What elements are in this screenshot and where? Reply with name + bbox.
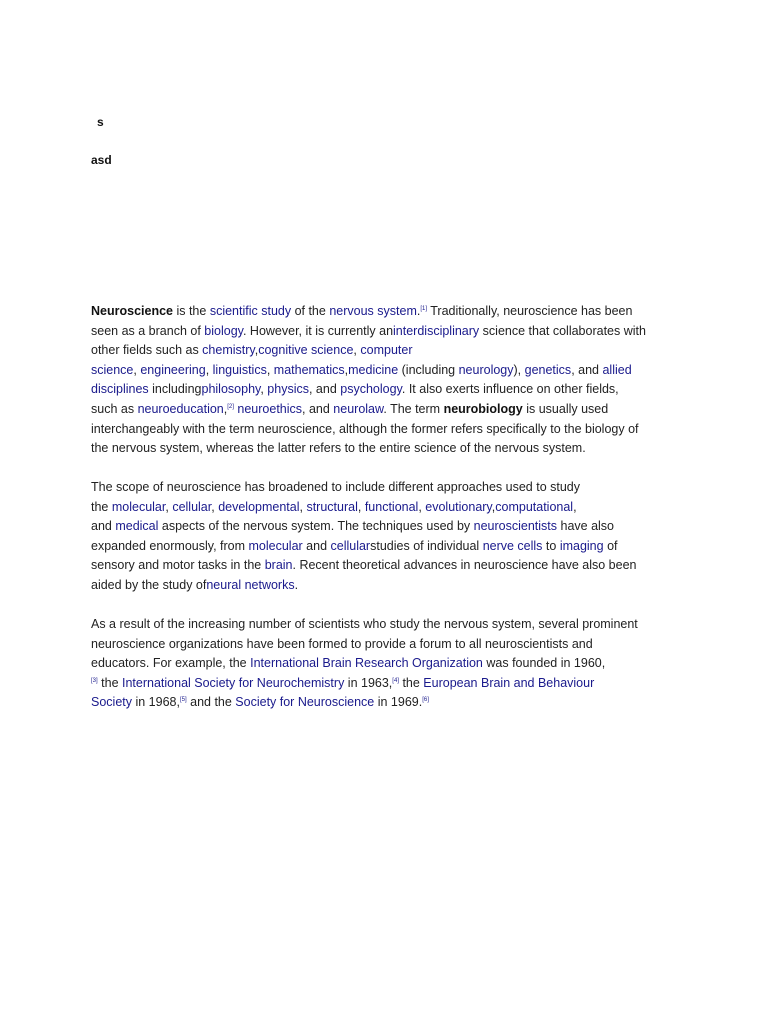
body-text: ,: [260, 382, 268, 397]
link-neurolaw[interactable]: neurolaw: [333, 401, 384, 416]
link-psychology[interactable]: psychology: [340, 382, 402, 397]
link-neural-networks[interactable]: neural networks: [206, 577, 295, 592]
body-text: ),: [513, 362, 525, 377]
text-line: [91, 400, 691, 420]
text-line: [91, 674, 691, 694]
body-text: aided by the study of: [91, 577, 207, 592]
body-text: . Recent theoretical advances in neuroscience have also been: [292, 558, 637, 573]
link-computer[interactable]: computer: [360, 343, 413, 358]
link-imaging[interactable]: imaging: [559, 538, 604, 553]
link-mathematics[interactable]: mathematics: [273, 362, 345, 377]
body-text: ,: [223, 401, 228, 416]
link-physics[interactable]: physics: [267, 382, 309, 397]
body-text: in 1963,: [344, 675, 393, 690]
body-text: expanded enormously, from: [91, 538, 249, 553]
body-text: , and: [302, 401, 334, 416]
link-neurology[interactable]: neurology: [458, 362, 514, 377]
body-text: .: [416, 304, 421, 318]
body-text: the: [91, 499, 112, 514]
body-text: ,: [205, 362, 213, 377]
text-line: [91, 341, 691, 361]
link-engineering[interactable]: engineering: [140, 362, 206, 377]
link-cellular[interactable]: cellular: [172, 499, 212, 514]
body-text: was founded in 1960,: [482, 656, 606, 671]
link-society[interactable]: Society: [91, 695, 132, 710]
body-text: other fields such as: [91, 343, 203, 358]
body-text: is the: [172, 304, 210, 318]
link-medicine[interactable]: medicine: [348, 362, 399, 377]
text-line: [91, 420, 691, 440]
link-medical[interactable]: medical: [115, 519, 159, 534]
link-linguistics[interactable]: linguistics: [212, 362, 267, 377]
link-neuroeducation[interactable]: neuroeducation: [137, 401, 224, 416]
heading-asd: asd: [91, 153, 112, 167]
text-line: [91, 556, 691, 576]
link-nerve-cells[interactable]: nerve cells: [482, 538, 543, 553]
heading-s: s: [97, 115, 104, 129]
body-text: ,: [254, 343, 259, 358]
text-line: [91, 439, 691, 459]
link-disciplines[interactable]: disciplines: [91, 382, 149, 397]
link-scientific-study[interactable]: scientific study: [209, 304, 292, 318]
body-text: . However, it is currently an: [242, 323, 394, 338]
body-text: including: [148, 382, 202, 397]
body-text: educators. For example, the: [91, 656, 251, 671]
link-cellular[interactable]: cellular: [330, 538, 371, 553]
body-text: ,: [299, 499, 307, 514]
text-line: [91, 361, 691, 381]
body-text: Traditionally, neuroscience has been: [427, 304, 633, 318]
body-text: neuroscience organizations have been formed to provide a forum to all neuroscientists and: [91, 636, 593, 651]
text-line: [91, 302, 691, 322]
body-text: and the: [186, 695, 236, 710]
link-brain[interactable]: brain: [264, 558, 293, 573]
link-philosophy[interactable]: philosophy: [201, 382, 261, 397]
body-text: ,: [133, 362, 141, 377]
body-text: ,: [353, 343, 361, 358]
body-text: , and: [571, 362, 603, 377]
link-allied[interactable]: allied: [602, 362, 632, 377]
body-text: in 1968,: [132, 695, 180, 710]
link-biology[interactable]: biology: [204, 323, 243, 338]
body-text: ,: [211, 499, 219, 514]
text-line: [91, 322, 691, 342]
link-developmental[interactable]: developmental: [218, 499, 300, 514]
link-nervous-system[interactable]: nervous system: [329, 304, 417, 318]
citation-link[interactable]: [1]: [420, 306, 428, 312]
paragraph-scope: [91, 478, 691, 596]
link-cognitive-science[interactable]: cognitive science: [258, 343, 354, 358]
body-text: the: [97, 675, 122, 690]
text-line: [91, 615, 691, 635]
link-functional[interactable]: functional: [364, 499, 419, 514]
link-molecular[interactable]: molecular: [248, 538, 303, 553]
bold-term: Neuroscience: [91, 304, 173, 318]
body-text: and: [91, 519, 116, 534]
body-text: seen as a branch of: [91, 323, 205, 338]
link-international-society-for-neurochemistry[interactable]: International Society for Neurochemistry: [122, 675, 345, 690]
text-line: [91, 635, 691, 655]
body-text: As a result of the increasing number of scientists who study the nervous system, several prominent: [91, 617, 638, 631]
body-text: ,: [266, 362, 274, 377]
link-science[interactable]: science: [91, 362, 134, 377]
body-text: sensory and motor tasks in the: [91, 558, 265, 573]
body-text: ,: [418, 499, 426, 514]
body-text: have also: [557, 519, 615, 534]
body-text: in 1969.: [374, 695, 423, 710]
link-international-brain-research-organization[interactable]: International Brain Research Organization: [250, 656, 483, 671]
text-line: [91, 478, 691, 498]
body-text: and: [302, 538, 331, 553]
body-text: . The term: [383, 401, 444, 416]
link-computational[interactable]: computational: [495, 499, 574, 514]
link-molecular[interactable]: molecular: [111, 499, 166, 514]
body-text: .: [294, 577, 299, 592]
text-line: [91, 576, 691, 596]
body-text: such as: [91, 401, 138, 416]
text-line: [91, 693, 691, 713]
citation-link[interactable]: [3]: [91, 677, 98, 684]
body-text: . It also exerts influence on other fields,: [401, 382, 619, 397]
link-structural[interactable]: structural: [306, 499, 358, 514]
body-text: studies of individual: [370, 538, 483, 553]
body-text: of the: [291, 304, 330, 318]
paragraph-neuroscience-definition: [91, 302, 691, 459]
link-neuroscientists[interactable]: neuroscientists: [473, 519, 558, 534]
link-society-for-neuroscience[interactable]: Society for Neuroscience: [235, 695, 375, 710]
body-text: ,: [491, 499, 496, 514]
body-text: to: [542, 538, 560, 553]
link-chemistry[interactable]: chemistry: [202, 343, 255, 358]
body-text: The scope of neuroscience has broadened to include different approaches used to study: [91, 480, 580, 494]
body-text: ,: [344, 362, 349, 377]
citation-link[interactable]: [5]: [179, 697, 187, 704]
text-line: [91, 517, 691, 537]
body-text: ,: [165, 499, 173, 514]
body-text: of: [603, 538, 618, 553]
text-line: [91, 498, 691, 518]
bold-term: neurobiology: [443, 401, 523, 416]
citation-link[interactable]: [4]: [392, 677, 399, 684]
citation-link[interactable]: [2]: [227, 403, 234, 410]
body-text: aspects of the nervous system. The techniques used by: [158, 519, 474, 534]
text-line: [91, 654, 691, 674]
paragraph-organizations: [91, 615, 691, 713]
body-text: (including: [398, 362, 459, 377]
body-text: science that collaborates with: [479, 323, 646, 338]
text-line: [91, 380, 691, 400]
citation-link[interactable]: [6]: [422, 697, 429, 704]
link-neuroethics[interactable]: neuroethics: [237, 401, 303, 416]
body-text: ,: [573, 499, 577, 514]
link-genetics[interactable]: genetics: [524, 362, 572, 377]
text-line: [91, 537, 691, 557]
body-text: ,: [357, 499, 365, 514]
body-text: interchangeably with the term neuroscience, although the former refers specifically to the biology of: [91, 421, 639, 436]
body-text: the: [398, 675, 424, 690]
body-text: the nervous system, whereas the latter refers to the entire science of the nervous system.: [91, 441, 586, 456]
link-evolutionary[interactable]: evolutionary: [425, 499, 492, 514]
body-text: , and: [308, 382, 341, 397]
body-text: is usually used: [522, 401, 609, 416]
link-european-brain-and-behaviour[interactable]: European Brain and Behaviour: [423, 675, 595, 690]
link-interdisciplinary[interactable]: interdisciplinary: [393, 323, 480, 338]
